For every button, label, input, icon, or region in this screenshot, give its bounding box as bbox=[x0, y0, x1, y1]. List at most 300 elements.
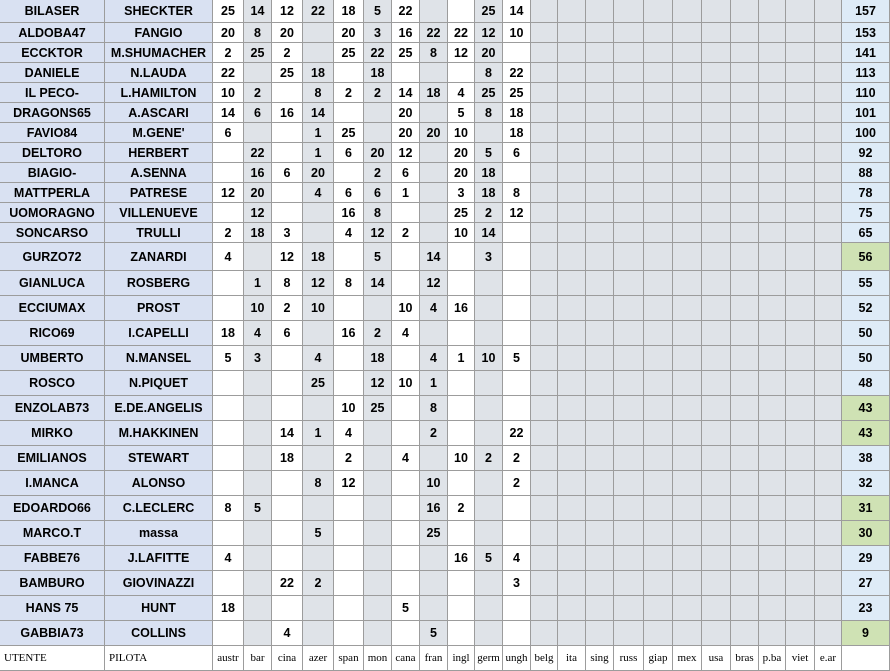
score-cell[interactable] bbox=[644, 446, 673, 471]
score-cell[interactable] bbox=[213, 296, 244, 321]
user-cell[interactable]: ROSCO bbox=[0, 371, 105, 396]
score-cell[interactable]: 6 bbox=[364, 183, 392, 203]
total-cell[interactable]: 38 bbox=[842, 446, 890, 471]
score-cell[interactable] bbox=[673, 421, 702, 446]
score-cell[interactable] bbox=[586, 43, 614, 63]
score-cell[interactable] bbox=[673, 243, 702, 271]
score-cell[interactable]: 12 bbox=[303, 271, 334, 296]
score-cell[interactable] bbox=[531, 243, 558, 271]
score-cell[interactable]: 14 bbox=[272, 421, 303, 446]
score-cell[interactable] bbox=[644, 123, 673, 143]
score-cell[interactable] bbox=[364, 596, 392, 621]
score-cell[interactable] bbox=[731, 471, 759, 496]
score-cell[interactable] bbox=[644, 23, 673, 43]
score-cell[interactable] bbox=[392, 396, 420, 421]
score-cell[interactable] bbox=[558, 143, 586, 163]
user-cell[interactable]: SONCARSO bbox=[0, 223, 105, 243]
score-cell[interactable] bbox=[448, 521, 475, 546]
score-cell[interactable] bbox=[503, 243, 531, 271]
score-cell[interactable] bbox=[531, 103, 558, 123]
score-cell[interactable] bbox=[303, 43, 334, 63]
score-cell[interactable] bbox=[531, 223, 558, 243]
score-cell[interactable] bbox=[731, 43, 759, 63]
score-cell[interactable]: 22 bbox=[213, 63, 244, 83]
score-cell[interactable] bbox=[702, 183, 731, 203]
score-cell[interactable] bbox=[303, 496, 334, 521]
score-cell[interactable] bbox=[731, 203, 759, 223]
score-cell[interactable] bbox=[364, 621, 392, 646]
score-cell[interactable] bbox=[303, 223, 334, 243]
score-cell[interactable]: 20 bbox=[244, 183, 272, 203]
score-cell[interactable] bbox=[786, 163, 815, 183]
score-cell[interactable] bbox=[759, 0, 786, 23]
score-cell[interactable] bbox=[531, 43, 558, 63]
score-cell[interactable] bbox=[420, 223, 448, 243]
score-cell[interactable] bbox=[244, 571, 272, 596]
score-cell[interactable] bbox=[614, 43, 644, 63]
score-cell[interactable] bbox=[531, 123, 558, 143]
score-cell[interactable] bbox=[786, 23, 815, 43]
score-cell[interactable] bbox=[558, 63, 586, 83]
pilot-cell[interactable]: TRULLI bbox=[105, 223, 213, 243]
score-cell[interactable] bbox=[531, 83, 558, 103]
score-cell[interactable] bbox=[334, 596, 364, 621]
score-cell[interactable] bbox=[759, 23, 786, 43]
score-cell[interactable] bbox=[731, 23, 759, 43]
score-cell[interactable] bbox=[644, 83, 673, 103]
total-cell[interactable]: 32 bbox=[842, 471, 890, 496]
score-cell[interactable] bbox=[673, 596, 702, 621]
score-cell[interactable] bbox=[531, 621, 558, 646]
score-cell[interactable] bbox=[759, 446, 786, 471]
user-cell[interactable]: BILASER bbox=[0, 0, 105, 23]
score-cell[interactable] bbox=[420, 571, 448, 596]
score-cell[interactable]: 18 bbox=[272, 446, 303, 471]
score-cell[interactable] bbox=[702, 0, 731, 23]
score-cell[interactable] bbox=[731, 123, 759, 143]
score-cell[interactable] bbox=[420, 63, 448, 83]
score-cell[interactable] bbox=[586, 496, 614, 521]
score-cell[interactable] bbox=[586, 63, 614, 83]
score-cell[interactable]: 10 bbox=[392, 371, 420, 396]
score-cell[interactable] bbox=[334, 63, 364, 83]
score-cell[interactable] bbox=[731, 83, 759, 103]
score-cell[interactable] bbox=[531, 421, 558, 446]
score-cell[interactable] bbox=[644, 421, 673, 446]
score-cell[interactable] bbox=[364, 471, 392, 496]
pilot-cell[interactable]: ZANARDI bbox=[105, 243, 213, 271]
score-cell[interactable] bbox=[420, 103, 448, 123]
score-cell[interactable]: 14 bbox=[475, 223, 503, 243]
score-cell[interactable] bbox=[586, 471, 614, 496]
score-cell[interactable] bbox=[614, 23, 644, 43]
score-cell[interactable] bbox=[815, 596, 842, 621]
score-cell[interactable] bbox=[531, 203, 558, 223]
score-cell[interactable] bbox=[644, 321, 673, 346]
score-cell[interactable] bbox=[759, 496, 786, 521]
score-cell[interactable]: 8 bbox=[272, 271, 303, 296]
score-cell[interactable]: 10 bbox=[420, 471, 448, 496]
score-cell[interactable]: 10 bbox=[448, 446, 475, 471]
score-cell[interactable] bbox=[334, 243, 364, 271]
pilot-cell[interactable]: GIOVINAZZI bbox=[105, 571, 213, 596]
score-cell[interactable]: 6 bbox=[503, 143, 531, 163]
score-cell[interactable] bbox=[644, 571, 673, 596]
score-cell[interactable] bbox=[815, 143, 842, 163]
score-cell[interactable] bbox=[702, 271, 731, 296]
score-cell[interactable]: 2 bbox=[475, 446, 503, 471]
pilot-cell[interactable]: VILLENUEVE bbox=[105, 203, 213, 223]
user-cell[interactable]: UOMORAGNO bbox=[0, 203, 105, 223]
score-cell[interactable]: 10 bbox=[334, 396, 364, 421]
score-cell[interactable]: 1 bbox=[303, 143, 334, 163]
score-cell[interactable]: 14 bbox=[392, 83, 420, 103]
pilot-cell[interactable]: M.SHUMACHER bbox=[105, 43, 213, 63]
score-cell[interactable] bbox=[303, 23, 334, 43]
score-cell[interactable] bbox=[702, 223, 731, 243]
score-cell[interactable] bbox=[244, 596, 272, 621]
total-cell[interactable]: 65 bbox=[842, 223, 890, 243]
score-cell[interactable]: 8 bbox=[303, 471, 334, 496]
score-cell[interactable] bbox=[731, 296, 759, 321]
score-cell[interactable] bbox=[586, 163, 614, 183]
user-cell[interactable]: MARCO.T bbox=[0, 521, 105, 546]
score-cell[interactable] bbox=[731, 321, 759, 346]
score-cell[interactable] bbox=[673, 163, 702, 183]
score-cell[interactable]: 10 bbox=[303, 296, 334, 321]
score-cell[interactable] bbox=[815, 23, 842, 43]
score-cell[interactable] bbox=[786, 271, 815, 296]
score-cell[interactable] bbox=[475, 596, 503, 621]
score-cell[interactable] bbox=[558, 371, 586, 396]
score-cell[interactable] bbox=[815, 223, 842, 243]
score-cell[interactable]: 4 bbox=[334, 421, 364, 446]
score-cell[interactable] bbox=[759, 396, 786, 421]
score-cell[interactable]: 6 bbox=[213, 123, 244, 143]
score-cell[interactable] bbox=[673, 446, 702, 471]
score-cell[interactable] bbox=[786, 371, 815, 396]
score-cell[interactable] bbox=[759, 103, 786, 123]
score-cell[interactable] bbox=[213, 163, 244, 183]
user-cell[interactable]: BAMBURO bbox=[0, 571, 105, 596]
score-cell[interactable] bbox=[392, 203, 420, 223]
score-cell[interactable] bbox=[815, 63, 842, 83]
score-cell[interactable]: 6 bbox=[334, 143, 364, 163]
score-cell[interactable] bbox=[644, 0, 673, 23]
pilot-cell[interactable]: SHECKTER bbox=[105, 0, 213, 23]
score-cell[interactable] bbox=[531, 23, 558, 43]
score-cell[interactable] bbox=[531, 163, 558, 183]
score-cell[interactable] bbox=[731, 163, 759, 183]
score-cell[interactable]: 18 bbox=[420, 83, 448, 103]
score-cell[interactable] bbox=[448, 471, 475, 496]
score-cell[interactable] bbox=[614, 396, 644, 421]
score-cell[interactable] bbox=[475, 123, 503, 143]
score-cell[interactable] bbox=[644, 243, 673, 271]
score-cell[interactable]: 6 bbox=[272, 163, 303, 183]
score-cell[interactable]: 18 bbox=[503, 123, 531, 143]
score-cell[interactable]: 3 bbox=[244, 346, 272, 371]
score-cell[interactable] bbox=[731, 63, 759, 83]
score-cell[interactable] bbox=[364, 296, 392, 321]
score-cell[interactable]: 20 bbox=[448, 143, 475, 163]
score-cell[interactable]: 25 bbox=[448, 203, 475, 223]
score-cell[interactable]: 4 bbox=[272, 621, 303, 646]
score-cell[interactable] bbox=[759, 621, 786, 646]
score-cell[interactable]: 16 bbox=[448, 546, 475, 571]
score-cell[interactable] bbox=[392, 546, 420, 571]
score-cell[interactable] bbox=[558, 446, 586, 471]
score-cell[interactable] bbox=[364, 103, 392, 123]
score-cell[interactable] bbox=[475, 321, 503, 346]
score-cell[interactable] bbox=[586, 223, 614, 243]
score-cell[interactable] bbox=[731, 346, 759, 371]
score-cell[interactable]: 25 bbox=[272, 63, 303, 83]
score-cell[interactable]: 22 bbox=[392, 0, 420, 23]
score-cell[interactable]: 25 bbox=[364, 396, 392, 421]
score-cell[interactable] bbox=[673, 123, 702, 143]
score-cell[interactable] bbox=[673, 396, 702, 421]
score-cell[interactable]: 14 bbox=[503, 0, 531, 23]
score-cell[interactable] bbox=[731, 496, 759, 521]
total-cell[interactable]: 48 bbox=[842, 371, 890, 396]
score-cell[interactable] bbox=[702, 123, 731, 143]
score-cell[interactable]: 18 bbox=[475, 183, 503, 203]
score-cell[interactable] bbox=[475, 621, 503, 646]
score-cell[interactable] bbox=[614, 446, 644, 471]
score-cell[interactable] bbox=[531, 396, 558, 421]
score-cell[interactable]: 8 bbox=[303, 83, 334, 103]
score-cell[interactable]: 18 bbox=[303, 63, 334, 83]
score-cell[interactable]: 4 bbox=[244, 321, 272, 346]
score-cell[interactable] bbox=[272, 83, 303, 103]
score-cell[interactable] bbox=[815, 296, 842, 321]
score-cell[interactable] bbox=[558, 271, 586, 296]
score-cell[interactable]: 6 bbox=[392, 163, 420, 183]
score-cell[interactable]: 22 bbox=[503, 63, 531, 83]
score-cell[interactable] bbox=[531, 143, 558, 163]
score-cell[interactable] bbox=[702, 446, 731, 471]
score-cell[interactable] bbox=[272, 371, 303, 396]
score-cell[interactable] bbox=[759, 471, 786, 496]
score-cell[interactable]: 1 bbox=[392, 183, 420, 203]
score-cell[interactable] bbox=[815, 521, 842, 546]
total-cell[interactable]: 50 bbox=[842, 346, 890, 371]
score-cell[interactable]: 20 bbox=[334, 23, 364, 43]
score-cell[interactable] bbox=[614, 371, 644, 396]
score-cell[interactable] bbox=[786, 596, 815, 621]
score-cell[interactable] bbox=[614, 521, 644, 546]
score-cell[interactable] bbox=[558, 243, 586, 271]
score-cell[interactable] bbox=[392, 63, 420, 83]
score-cell[interactable] bbox=[420, 446, 448, 471]
score-cell[interactable] bbox=[731, 546, 759, 571]
user-cell[interactable]: DELTORO bbox=[0, 143, 105, 163]
score-cell[interactable]: 22 bbox=[272, 571, 303, 596]
score-cell[interactable]: 14 bbox=[213, 103, 244, 123]
score-cell[interactable] bbox=[815, 396, 842, 421]
total-cell[interactable]: 113 bbox=[842, 63, 890, 83]
score-cell[interactable] bbox=[586, 296, 614, 321]
score-cell[interactable] bbox=[586, 243, 614, 271]
score-cell[interactable] bbox=[420, 596, 448, 621]
score-cell[interactable] bbox=[334, 621, 364, 646]
pilot-cell[interactable]: N.MANSEL bbox=[105, 346, 213, 371]
score-cell[interactable] bbox=[614, 421, 644, 446]
score-cell[interactable] bbox=[303, 446, 334, 471]
score-cell[interactable]: 4 bbox=[503, 546, 531, 571]
score-cell[interactable] bbox=[673, 496, 702, 521]
score-cell[interactable] bbox=[614, 596, 644, 621]
score-cell[interactable] bbox=[420, 0, 448, 23]
score-cell[interactable] bbox=[364, 421, 392, 446]
score-cell[interactable] bbox=[334, 496, 364, 521]
score-cell[interactable]: 18 bbox=[213, 596, 244, 621]
score-cell[interactable] bbox=[815, 83, 842, 103]
score-cell[interactable]: 2 bbox=[364, 83, 392, 103]
score-cell[interactable]: 10 bbox=[244, 296, 272, 321]
score-cell[interactable] bbox=[558, 163, 586, 183]
user-cell[interactable]: HANS 75 bbox=[0, 596, 105, 621]
score-cell[interactable]: 2 bbox=[420, 421, 448, 446]
score-cell[interactable]: 2 bbox=[244, 83, 272, 103]
score-cell[interactable] bbox=[558, 496, 586, 521]
score-cell[interactable] bbox=[614, 103, 644, 123]
pilot-cell[interactable]: PROST bbox=[105, 296, 213, 321]
score-cell[interactable] bbox=[334, 163, 364, 183]
score-cell[interactable]: 4 bbox=[213, 243, 244, 271]
score-cell[interactable] bbox=[558, 546, 586, 571]
score-cell[interactable]: 6 bbox=[272, 321, 303, 346]
score-cell[interactable] bbox=[614, 223, 644, 243]
pilot-cell[interactable]: C.LECLERC bbox=[105, 496, 213, 521]
score-cell[interactable]: 1 bbox=[244, 271, 272, 296]
score-cell[interactable] bbox=[786, 321, 815, 346]
score-cell[interactable]: 20 bbox=[448, 163, 475, 183]
score-cell[interactable] bbox=[786, 346, 815, 371]
pilot-cell[interactable]: I.CAPELLI bbox=[105, 321, 213, 346]
score-cell[interactable] bbox=[702, 143, 731, 163]
user-cell[interactable]: EDOARDO66 bbox=[0, 496, 105, 521]
score-cell[interactable] bbox=[759, 203, 786, 223]
score-cell[interactable] bbox=[586, 321, 614, 346]
score-cell[interactable] bbox=[644, 371, 673, 396]
score-cell[interactable] bbox=[614, 496, 644, 521]
score-cell[interactable] bbox=[503, 521, 531, 546]
score-cell[interactable] bbox=[815, 123, 842, 143]
score-cell[interactable] bbox=[702, 203, 731, 223]
score-cell[interactable] bbox=[213, 396, 244, 421]
score-cell[interactable] bbox=[644, 183, 673, 203]
score-cell[interactable] bbox=[673, 271, 702, 296]
score-cell[interactable] bbox=[702, 23, 731, 43]
score-cell[interactable]: 4 bbox=[448, 83, 475, 103]
score-cell[interactable] bbox=[558, 0, 586, 23]
score-cell[interactable] bbox=[558, 621, 586, 646]
user-cell[interactable]: DANIELE bbox=[0, 63, 105, 83]
score-cell[interactable] bbox=[303, 396, 334, 421]
score-cell[interactable]: 2 bbox=[475, 203, 503, 223]
score-cell[interactable] bbox=[392, 496, 420, 521]
score-cell[interactable] bbox=[702, 321, 731, 346]
score-cell[interactable]: 20 bbox=[392, 123, 420, 143]
score-cell[interactable]: 2 bbox=[364, 163, 392, 183]
score-cell[interactable] bbox=[213, 421, 244, 446]
user-cell[interactable]: ENZOLAB73 bbox=[0, 396, 105, 421]
score-cell[interactable]: 12 bbox=[213, 183, 244, 203]
score-cell[interactable] bbox=[558, 396, 586, 421]
total-cell[interactable]: 30 bbox=[842, 521, 890, 546]
score-cell[interactable]: 18 bbox=[303, 243, 334, 271]
score-cell[interactable] bbox=[702, 83, 731, 103]
score-cell[interactable] bbox=[244, 546, 272, 571]
score-cell[interactable]: 16 bbox=[334, 321, 364, 346]
score-cell[interactable] bbox=[759, 63, 786, 83]
total-cell[interactable]: 56 bbox=[842, 243, 890, 271]
score-cell[interactable]: 2 bbox=[503, 471, 531, 496]
score-cell[interactable] bbox=[531, 183, 558, 203]
score-cell[interactable]: 25 bbox=[334, 123, 364, 143]
score-cell[interactable] bbox=[786, 546, 815, 571]
score-cell[interactable]: 3 bbox=[503, 571, 531, 596]
score-cell[interactable] bbox=[614, 183, 644, 203]
score-cell[interactable] bbox=[786, 83, 815, 103]
score-cell[interactable] bbox=[786, 471, 815, 496]
total-cell[interactable]: 75 bbox=[842, 203, 890, 223]
score-cell[interactable] bbox=[702, 163, 731, 183]
score-cell[interactable] bbox=[673, 546, 702, 571]
score-cell[interactable] bbox=[673, 296, 702, 321]
score-cell[interactable] bbox=[272, 143, 303, 163]
score-cell[interactable]: 4 bbox=[392, 321, 420, 346]
score-cell[interactable] bbox=[644, 143, 673, 163]
score-cell[interactable] bbox=[614, 621, 644, 646]
total-cell[interactable]: 23 bbox=[842, 596, 890, 621]
score-cell[interactable] bbox=[815, 271, 842, 296]
score-cell[interactable]: 5 bbox=[303, 521, 334, 546]
score-cell[interactable] bbox=[558, 103, 586, 123]
total-cell[interactable]: 43 bbox=[842, 396, 890, 421]
score-cell[interactable] bbox=[531, 521, 558, 546]
user-cell[interactable]: GIANLUCA bbox=[0, 271, 105, 296]
score-cell[interactable] bbox=[815, 446, 842, 471]
score-cell[interactable] bbox=[392, 271, 420, 296]
score-cell[interactable] bbox=[448, 243, 475, 271]
score-cell[interactable] bbox=[244, 621, 272, 646]
score-cell[interactable] bbox=[731, 103, 759, 123]
score-cell[interactable]: 22 bbox=[420, 23, 448, 43]
score-cell[interactable] bbox=[786, 103, 815, 123]
score-cell[interactable]: 4 bbox=[392, 446, 420, 471]
score-cell[interactable] bbox=[786, 496, 815, 521]
score-cell[interactable]: 5 bbox=[244, 496, 272, 521]
score-cell[interactable] bbox=[303, 203, 334, 223]
score-cell[interactable] bbox=[503, 163, 531, 183]
score-cell[interactable] bbox=[786, 521, 815, 546]
score-cell[interactable] bbox=[334, 296, 364, 321]
user-cell[interactable]: MATTPERLA bbox=[0, 183, 105, 203]
score-cell[interactable]: 5 bbox=[420, 621, 448, 646]
score-cell[interactable]: 12 bbox=[244, 203, 272, 223]
score-cell[interactable] bbox=[731, 521, 759, 546]
score-cell[interactable] bbox=[614, 83, 644, 103]
score-cell[interactable]: 25 bbox=[475, 0, 503, 23]
score-cell[interactable] bbox=[448, 271, 475, 296]
score-cell[interactable] bbox=[448, 621, 475, 646]
score-cell[interactable] bbox=[614, 546, 644, 571]
score-cell[interactable] bbox=[614, 163, 644, 183]
score-cell[interactable] bbox=[815, 346, 842, 371]
